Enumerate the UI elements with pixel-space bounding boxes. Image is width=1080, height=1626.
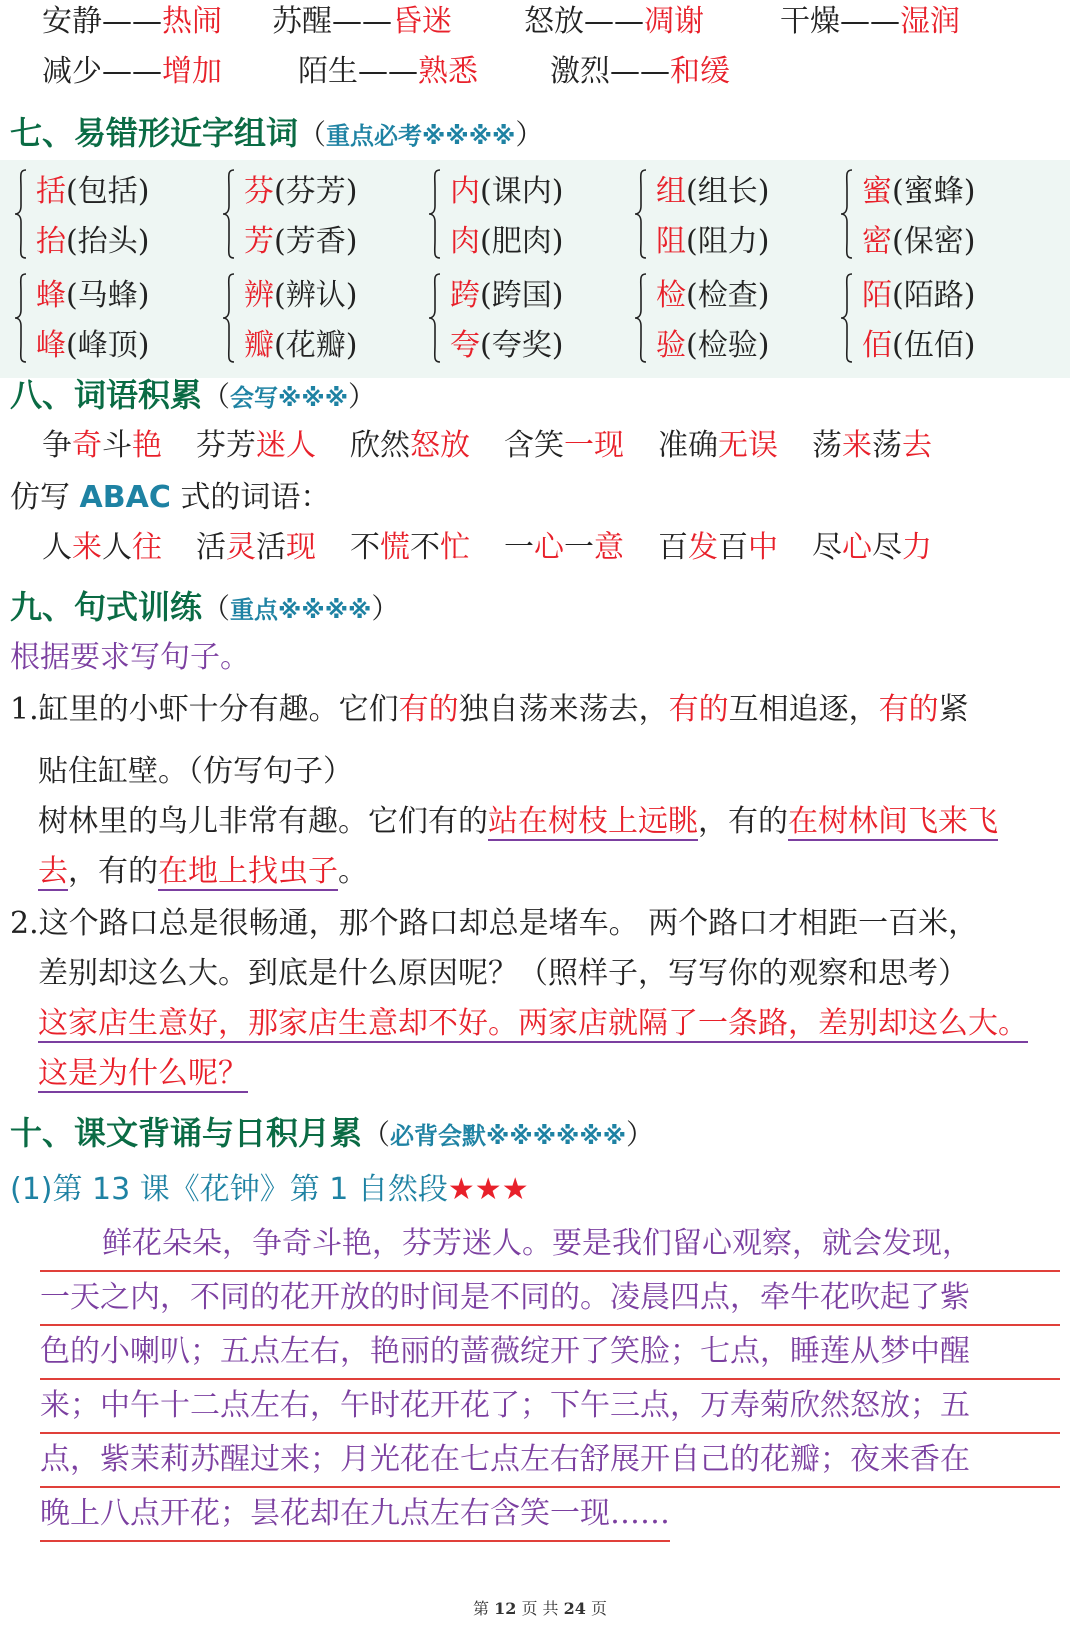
antonym-pair: 干燥——湿润 <box>780 4 960 39</box>
word-item: 欣然怒放 <box>350 428 470 463</box>
character-pair <box>222 270 422 370</box>
passage-line: 色的小喇叭；五点左右，艳丽的蔷薇绽开了笑脸；七点，睡莲从梦中醒 <box>40 1326 1060 1380</box>
character-word: 抬(抬头) <box>36 224 150 259</box>
abac-label: 仿写 ABAC 式的词语： <box>10 480 331 515</box>
word-list <box>42 426 932 466</box>
curly-brace-icon <box>14 168 28 260</box>
curly-brace-icon <box>840 168 854 260</box>
character-word: 跨(跨国) <box>450 278 564 313</box>
character-word: 瓣(花瓣) <box>244 328 358 363</box>
antonym-row-2 <box>42 52 780 92</box>
character-word: 佰(伍佰) <box>862 328 976 363</box>
word-item: 一心一意 <box>504 530 624 565</box>
answer-1-line-2: 去，有的在地上找虫子。 <box>38 854 368 889</box>
antonym-pair: 安静——热闹 <box>42 4 222 39</box>
page-footer: 第 12 页 共 24 页 <box>473 1599 607 1618</box>
word-item: 尽心尽力 <box>812 530 932 565</box>
character-pair <box>428 270 628 370</box>
curly-brace-icon <box>222 272 236 364</box>
character-word: 蜜(蜜蜂) <box>862 174 976 209</box>
word-item: 活灵活现 <box>196 530 316 565</box>
question-2-line-2: 差别却这么大。到底是什么原因呢？（照样子，写写你的观察和思考） <box>38 956 968 991</box>
curly-brace-icon <box>428 272 442 364</box>
character-word: 组(组长) <box>656 174 770 209</box>
word-item: 人来人往 <box>42 530 162 565</box>
instruction-text: 根据要求写句子。 <box>10 640 250 675</box>
character-pair <box>14 270 214 370</box>
curly-brace-icon <box>222 168 236 260</box>
word-item: 含笑一现 <box>504 428 624 463</box>
character-pair <box>428 166 628 266</box>
curly-brace-icon <box>428 168 442 260</box>
question-1: 1.缸里的小虾十分有趣。它们有的独自荡来荡去，有的互相追逐，有的紧 <box>10 692 969 727</box>
character-word: 峰(峰顶) <box>36 328 150 363</box>
character-word: 检(检查) <box>656 278 770 313</box>
passage-line: 点，紫茉莉苏醒过来；月光花在七点左右舒展开自己的花瓣；夜来香在 <box>40 1434 1060 1488</box>
section-9-heading: 九、句式训练（重点※※※※） <box>10 588 400 626</box>
star-rating: ★★★ <box>447 1172 529 1207</box>
antonym-pair: 怒放——凋谢 <box>524 4 704 39</box>
question-2: 2.这个路口总是很畅通，那个路口却总是堵车。 两个路口才相距一百米， <box>10 906 979 941</box>
section-10-heading: 十、课文背诵与日积月累（必背会默※※※※※※） <box>10 1114 655 1152</box>
character-pair <box>840 166 1040 266</box>
character-word: 芳(芳香) <box>244 224 358 259</box>
recitation-passage <box>40 1218 1060 1542</box>
word-item: 争奇斗艳 <box>42 428 162 463</box>
word-item: 芬芳迷人 <box>196 428 316 463</box>
character-pair <box>634 166 834 266</box>
character-pair <box>14 166 214 266</box>
character-word: 阻(阻力) <box>656 224 770 259</box>
word-item: 百发百中 <box>658 530 778 565</box>
lesson-title: (1)第 13 课《花钟》第 1 自然段★★★ <box>10 1172 529 1207</box>
passage-line: 晚上八点开花；昙花却在九点左右含笑一现…… <box>40 1488 670 1542</box>
answer-2-line-2: 这是为什么呢？ <box>38 1056 248 1091</box>
curly-brace-icon <box>634 272 648 364</box>
character-pair <box>634 270 834 370</box>
section-7-heading: 七、易错形近字组词（重点必考※※※※） <box>10 114 544 152</box>
passage-line: 一天之内，不同的花开放的时间是不同的。凌晨四点，牵牛花吹起了紫 <box>40 1272 1060 1326</box>
curly-brace-icon <box>634 168 648 260</box>
answer-2: 这家店生意好，那家店生意却不好。两家店就隔了一条路，差别却这么大。 <box>38 1006 1028 1041</box>
similar-characters-grid <box>0 160 1070 378</box>
curly-brace-icon <box>840 272 854 364</box>
question-1-line-2: 贴住缸壁。（仿写句子） <box>38 754 353 789</box>
word-item: 准确无误 <box>658 428 778 463</box>
character-word: 芬(芬芳) <box>244 174 358 209</box>
character-pair <box>840 270 1040 370</box>
character-word: 夸(夸奖) <box>450 328 564 363</box>
character-word: 肉(肥肉) <box>450 224 564 259</box>
antonym-row-1 <box>42 2 1010 42</box>
character-word: 括(包括) <box>36 174 150 209</box>
character-word: 辨(辨认) <box>244 278 358 313</box>
word-item: 不慌不忙 <box>350 530 470 565</box>
word-item: 荡来荡去 <box>812 428 932 463</box>
character-word: 内(课内) <box>450 174 564 209</box>
character-word: 蜂(马蜂) <box>36 278 150 313</box>
curly-brace-icon <box>14 272 28 364</box>
passage-line: 鲜花朵朵，争奇斗艳，芬芳迷人。要是我们留心观察，就会发现， <box>40 1218 1060 1272</box>
answer-1: 树林里的鸟儿非常有趣。它们有的站在树枝上远眺，有的在树林间飞来飞 <box>38 804 998 839</box>
abac-word-list <box>42 528 932 568</box>
section-8-heading: 八、词语积累（会写※※※） <box>10 376 377 414</box>
passage-line: 来；中午十二点左右，午时花开花了；下午三点，万寿菊欣然怒放；五 <box>40 1380 1060 1434</box>
antonym-pair: 陌生——熟悉 <box>298 54 478 89</box>
antonym-pair: 减少——增加 <box>42 54 222 89</box>
character-pair <box>222 166 422 266</box>
character-word: 陌(陌路) <box>862 278 976 313</box>
character-word: 验(检验) <box>656 328 770 363</box>
character-word: 密(保密) <box>862 224 976 259</box>
antonym-pair: 激烈——和缓 <box>550 54 730 89</box>
antonym-pair: 苏醒——昏迷 <box>272 4 452 39</box>
